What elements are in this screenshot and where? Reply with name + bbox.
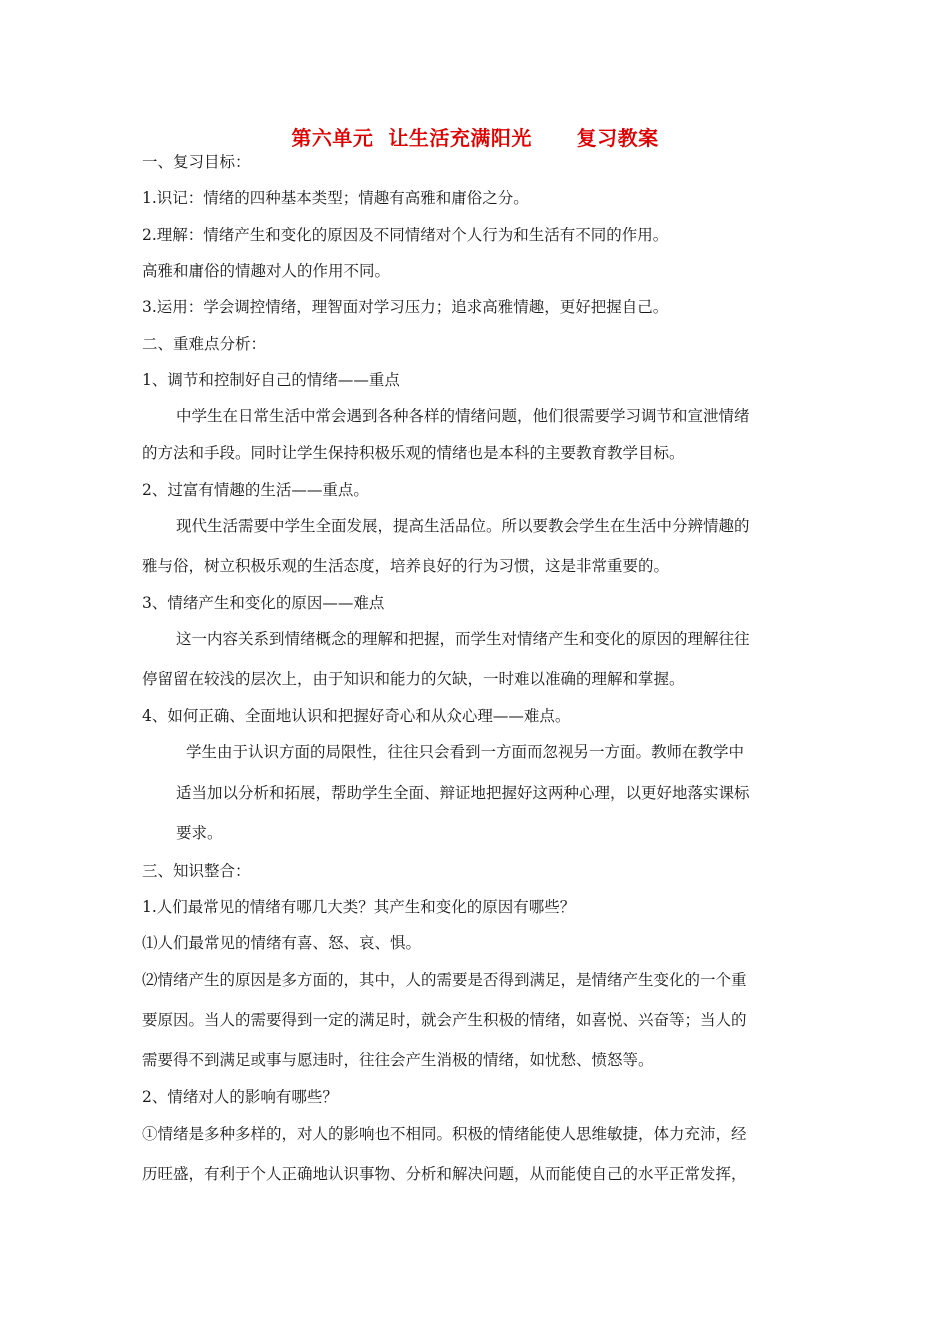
- section-heading: 二、重难点分析：: [142, 335, 267, 353]
- subheading: 1、调节和控制好自己的情绪——重点: [142, 371, 400, 389]
- paragraph-line: 的方法和手段。同时让学生保持积极乐观的情绪也是本科的主要教育教学目标。: [142, 444, 685, 462]
- subheading: 3、情绪产生和变化的原因——难点: [142, 594, 385, 612]
- paragraph-line: ⑵情绪产生的原因是多方面的，其中，人的需要是否得到满足，是情绪产生变化的一个重: [142, 971, 747, 989]
- paragraph-line: 1.识记：情绪的四种基本类型；情趣有高雅和庸俗之分。: [142, 189, 529, 207]
- section-heading: 三、知识整合：: [142, 862, 251, 880]
- paragraph-line: 中学生在日常生活中常会遇到各种各样的情绪问题，他们很需要学习调节和宣泄情绪: [176, 407, 750, 425]
- paragraph-line: 需要得不到满足或事与愿违时，往往会产生消极的情绪，如忧愁、愤怒等。: [142, 1051, 654, 1069]
- paragraph-line: 3.运用：学会调控情绪，理智面对学习压力；追求高雅情趣，更好把握自己。: [142, 298, 669, 316]
- section-heading: 一、复习目标：: [142, 153, 251, 171]
- paragraph-line: 适当加以分析和拓展，帮助学生全面、辩证地把握好这两种心理，以更好地落实课标: [176, 784, 750, 802]
- question-line: 1.人们最常见的情绪有哪几大类？其产生和变化的原因有哪些？: [142, 898, 576, 916]
- paragraph-line: 现代生活需要中学生全面发展，提高生活品位。所以要教会学生在生活中分辨情趣的: [176, 517, 750, 535]
- paragraph-line: 学生由于认识方面的局限性，往往只会看到一方面而忽视另一方面。教师在教学中: [186, 743, 745, 761]
- paragraph-line: ①情绪是多种多样的，对人的影响也不相同。积极的情绪能使人思维敏捷，体力充沛，经: [142, 1125, 747, 1143]
- paragraph-line: 2.理解：情绪产生和变化的原因及不同情绪对个人行为和生活有不同的作用。: [142, 226, 669, 244]
- paragraph-line: 历旺盛，有利于个人正确地认识事物、分析和解决问题，从而能使自己的水平正常发挥，: [142, 1165, 747, 1183]
- paragraph-line: 雅与俗，树立积极乐观的生活态度，培养良好的行为习惯，这是非常重要的。: [142, 557, 670, 575]
- subheading: 2、过富有情趣的生活——重点。: [142, 481, 369, 499]
- subheading: 4、如何正确、全面地认识和把握好奇心和从众心理——难点。: [142, 707, 571, 725]
- paragraph-line: 要原因。当人的需要得到一定的满足时，就会产生积极的情绪，如喜悦、兴奋等；当人的: [142, 1011, 747, 1029]
- paragraph-line: 这一内容关系到情绪概念的理解和把握，而学生对情绪产生和变化的原因的理解往往: [176, 630, 750, 648]
- question-line: 2、情绪对人的影响有哪些？: [142, 1088, 338, 1106]
- paragraph-line: 高雅和庸俗的情趣对人的作用不同。: [142, 262, 391, 280]
- page-title: 第六单元 让生活充满阳光 复习教案: [291, 126, 659, 150]
- paragraph-line: ⑴人们最常见的情绪有喜、怒、哀、惧。: [142, 934, 422, 952]
- paragraph-line: 要求。: [176, 824, 223, 842]
- paragraph-line: 停留留在较浅的层次上，由于知识和能力的欠缺，一时难以准确的理解和掌握。: [142, 670, 685, 688]
